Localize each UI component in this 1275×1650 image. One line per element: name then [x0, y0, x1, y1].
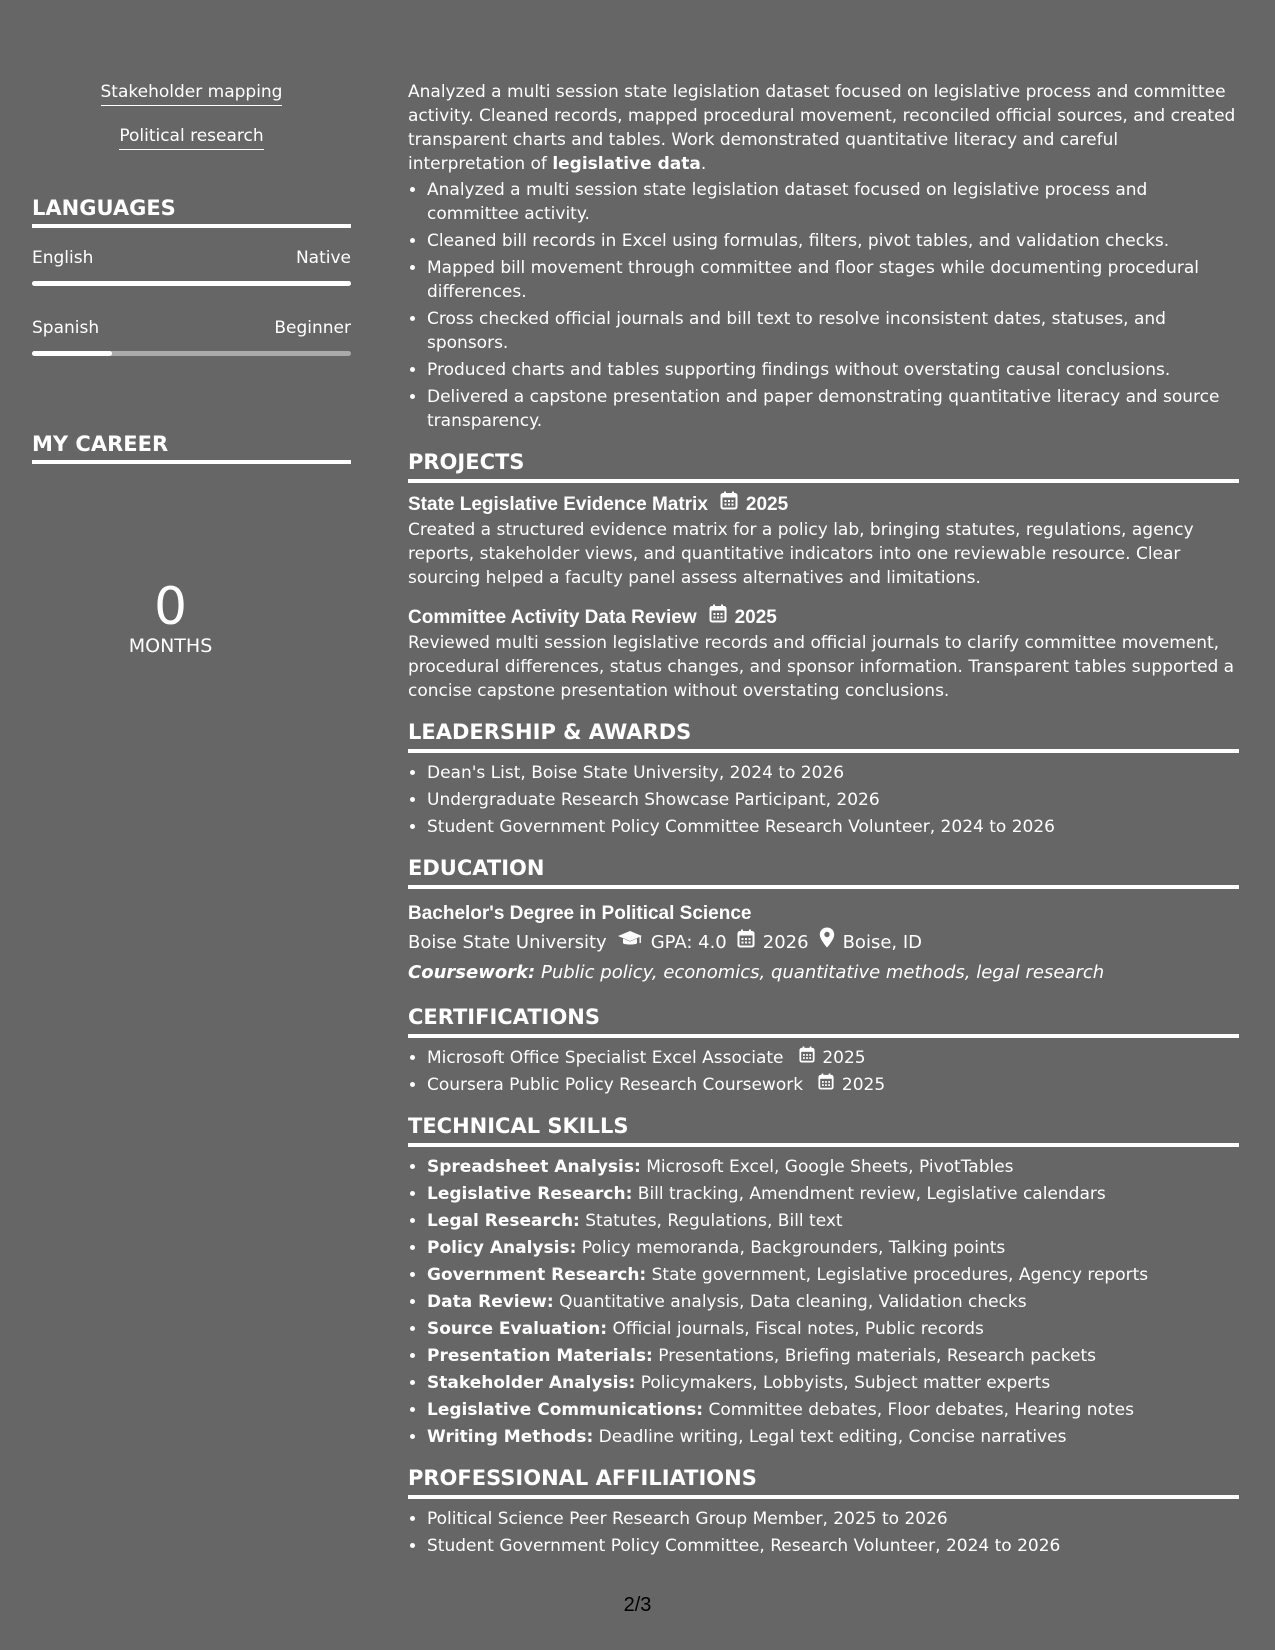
education-entry	[408, 901, 1239, 988]
language-row	[32, 248, 351, 268]
certification-name: Microsoft Office Specialist Excel Associate	[427, 1048, 784, 1068]
project-title: Committee Activity Data Review	[408, 606, 697, 628]
coursework-value: Public policy, economics, quantitative methods, legal research	[540, 962, 1105, 983]
skill-value: Official journals, Fiscal notes, Public records	[612, 1319, 984, 1339]
summary-bold: legislative data	[552, 154, 701, 174]
skill-label: Legislative Research:	[427, 1184, 633, 1204]
language-bar	[32, 351, 351, 356]
projects-heading: PROJECTS	[408, 449, 1239, 483]
school-location: Boise, ID	[842, 931, 923, 953]
summary-bullets	[408, 178, 1239, 433]
affiliations-list	[408, 1507, 1239, 1558]
language-bar-fill	[32, 351, 112, 356]
career-value: 0	[153, 577, 188, 637]
skill-value: Statutes, Regulations, Bill text	[585, 1211, 843, 1231]
skill-tags	[32, 82, 351, 170]
skill-tag: Political research	[119, 126, 263, 150]
list-item: • Delivered a capstone presentation and paper demonstrating quantitative literacy and source transparency.	[427, 385, 1239, 433]
project-description: Created a structured evidence matrix for a policy lab, bringing statutes, regulations, agency reports, stakeholder views, and quantitative indicators into one reviewable resource. Clear sourcing helped a faculty panel assess alternatives and limitations.	[408, 520, 1194, 588]
list-item	[427, 1236, 1239, 1260]
skill-label: Stakeholder Analysis:	[427, 1373, 636, 1393]
list-item	[427, 1182, 1239, 1206]
main-content	[408, 80, 1239, 1561]
certifications-list	[408, 1046, 1239, 1097]
calendar-icon	[818, 1073, 834, 1097]
project-entry	[408, 491, 1239, 590]
career-duration	[0, 579, 351, 657]
skill-label: Presentation Materials:	[427, 1346, 653, 1366]
skill-label: Writing Methods:	[427, 1427, 594, 1447]
skill-tag: Stakeholder mapping	[101, 82, 283, 106]
leadership-heading: LEADERSHIP & AWARDS	[408, 719, 1239, 753]
project-title: State Legislative Evidence Matrix	[408, 493, 708, 515]
skill-label: Legislative Communications:	[427, 1400, 704, 1420]
education-meta	[408, 927, 1239, 958]
language-level: Beginner	[274, 318, 351, 338]
skill-label: Source Evaluation:	[427, 1319, 608, 1339]
education-heading: EDUCATION	[408, 855, 1239, 889]
calendar-icon	[720, 491, 738, 518]
list-item	[427, 1073, 1239, 1097]
graduation-year: 2026	[762, 931, 809, 953]
list-item: • Student Government Policy Committee Research Volunteer, 2024 to 2026	[427, 815, 1239, 839]
career-section	[32, 432, 351, 657]
skill-value: Policymakers, Lobbyists, Subject matter experts	[640, 1373, 1051, 1393]
languages-section	[32, 196, 351, 356]
skills-heading: TECHNICAL SKILLS	[408, 1113, 1239, 1147]
school-name: Boise State University	[408, 931, 607, 953]
graduation-cap-icon	[617, 928, 643, 958]
list-item	[427, 1425, 1239, 1449]
list-item	[427, 1263, 1239, 1287]
list-item	[427, 1155, 1239, 1179]
list-item: • Mapped bill movement through committee and floor stages while documenting procedural differences.	[427, 256, 1239, 304]
language-bar	[32, 281, 351, 286]
skill-label: Government Research:	[427, 1265, 647, 1285]
language-name: English	[32, 248, 94, 268]
coursework-label: Coursework:	[408, 962, 536, 983]
calendar-icon	[709, 604, 727, 631]
skill-value: Deadline writing, Legal text editing, Concise narratives	[598, 1427, 1067, 1447]
skills-list	[408, 1155, 1239, 1449]
experience-summary	[408, 80, 1239, 176]
list-item	[427, 1371, 1239, 1395]
project-year: 2025	[745, 493, 789, 515]
summary-end: .	[700, 154, 707, 174]
skill-label: Legal Research:	[427, 1211, 580, 1231]
page-number: 2/3	[623, 1594, 652, 1616]
skill-value: Committee debates, Floor debates, Hearing notes	[708, 1400, 1134, 1420]
skill-value: Bill tracking, Amendment review, Legislative calendars	[637, 1184, 1106, 1204]
project-title-row	[408, 491, 1239, 518]
certification-name: Coursera Public Policy Research Coursework	[427, 1075, 804, 1095]
certifications-heading: CERTIFICATIONS	[408, 1004, 1239, 1038]
list-item	[427, 1209, 1239, 1233]
project-description: Reviewed multi session legislative records and official journals to clarify committee movement, procedural differences, status changes, and sponsor information. Transparent tables supported a concise capstone presentation without overstating conclusions.	[408, 633, 1235, 701]
list-item	[427, 1344, 1239, 1368]
list-item: • Produced charts and tables supporting findings without overstating causal conclusions.	[427, 358, 1239, 382]
list-item	[427, 1317, 1239, 1341]
map-pin-icon	[819, 927, 835, 958]
language-level: Native	[295, 248, 351, 268]
skill-label: Data Review:	[427, 1292, 554, 1312]
career-unit: MONTHS	[128, 635, 213, 657]
skill-value: Policy memoranda, Backgrounders, Talking points	[581, 1238, 1006, 1258]
certification-year: 2025	[841, 1075, 886, 1095]
skill-value: Presentations, Briefing materials, Research packets	[658, 1346, 1096, 1366]
language-name: Spanish	[32, 318, 100, 338]
project-title-row	[408, 604, 1239, 631]
list-item	[427, 1046, 1239, 1070]
coursework	[408, 958, 1239, 988]
language-bar-fill	[32, 281, 351, 286]
leadership-list	[408, 761, 1239, 839]
summary-text: Analyzed a multi session state legislation dataset focused on legislative process and committee activity. Cleaned records, mapped procedural movement, reconciled official sources, and created transparent charts and tables. Work demonstrated quantitative literacy and careful interpretation of	[408, 82, 1236, 174]
skill-label: Spreadsheet Analysis:	[427, 1157, 641, 1177]
project-year: 2025	[734, 606, 777, 628]
skill-value: State government, Legislative procedures, Agency reports	[651, 1265, 1149, 1285]
gpa: GPA: 4.0	[650, 931, 727, 953]
languages-heading: LANGUAGES	[32, 196, 351, 228]
skill-label: Policy Analysis:	[427, 1238, 577, 1258]
list-item: • Undergraduate Research Showcase Participant, 2026	[427, 788, 1239, 812]
list-item	[427, 1290, 1239, 1314]
list-item: • Student Government Policy Committee, Research Volunteer, 2024 to 2026	[427, 1534, 1239, 1558]
list-item: • Cross checked official journals and bill text to resolve inconsistent dates, statuses, and sponsors.	[427, 307, 1239, 355]
list-item	[427, 1398, 1239, 1422]
language-row	[32, 318, 351, 338]
list-item: • Cleaned bill records in Excel using formulas, filters, pivot tables, and validation checks.	[427, 229, 1239, 253]
calendar-icon	[799, 1046, 815, 1070]
career-heading: MY CAREER	[32, 432, 351, 464]
degree-title: Bachelor's Degree in Political Science	[408, 903, 752, 924]
skill-value: Quantitative analysis, Data cleaning, Validation checks	[559, 1292, 1027, 1312]
calendar-icon	[737, 928, 755, 958]
skill-value: Microsoft Excel, Google Sheets, PivotTables	[646, 1157, 1014, 1177]
list-item: • Analyzed a multi session state legislation dataset focused on legislative process and committee activity.	[427, 178, 1239, 226]
list-item: • Political Science Peer Research Group Member, 2025 to 2026	[427, 1507, 1239, 1531]
affiliations-heading: PROFESSIONAL AFFILIATIONS	[408, 1465, 1239, 1499]
sidebar	[32, 82, 351, 657]
list-item: • Dean's List, Boise State University, 2024 to 2026	[427, 761, 1239, 785]
project-entry	[408, 604, 1239, 703]
certification-year: 2025	[822, 1048, 866, 1068]
